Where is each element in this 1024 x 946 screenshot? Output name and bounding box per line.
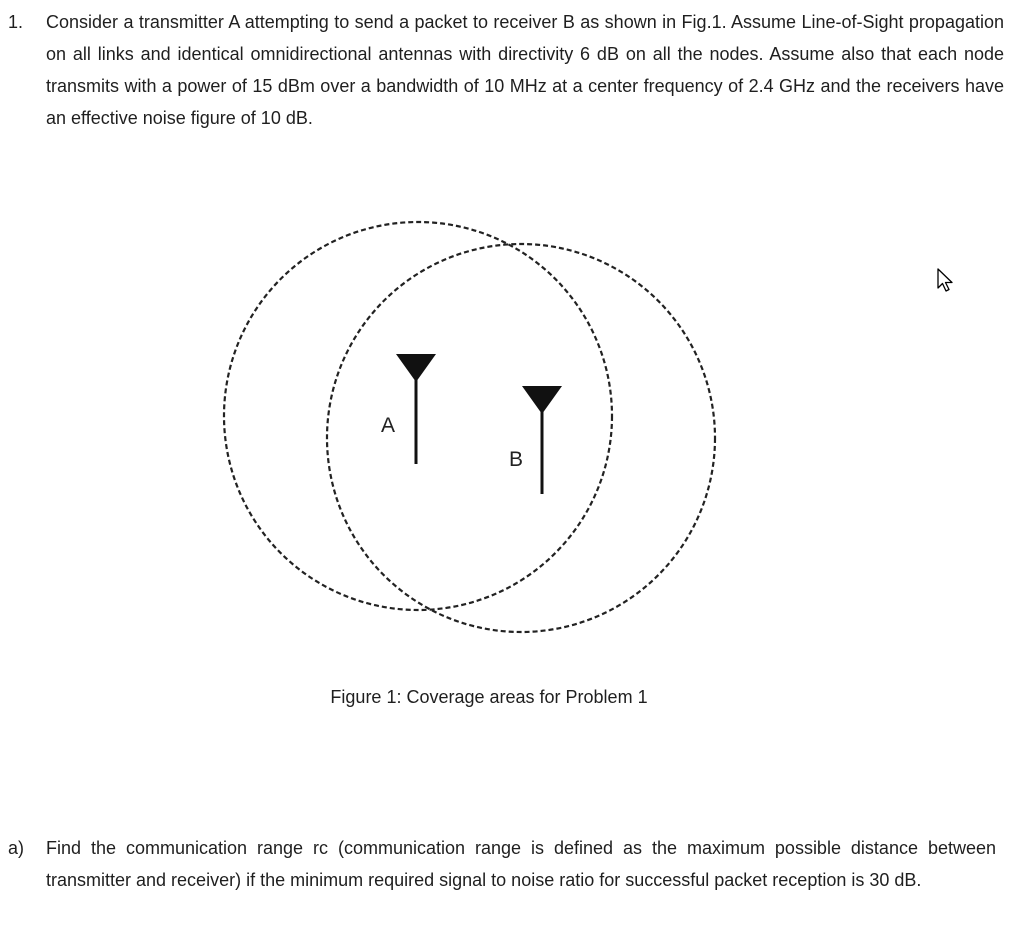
antenna-b-icon — [522, 386, 562, 494]
node-a-label: A — [380, 414, 396, 437]
sub-question-text: Find the communication range rc (communication range is defined as the maximum possible distance between transmitter and receiver) if the minimum required signal to noise ratio for successful packet reception is 30 dB. — [46, 838, 996, 890]
node-b-label: B — [508, 448, 524, 471]
mouse-pointer-icon — [936, 268, 956, 294]
sub-question-marker: a) — [8, 838, 25, 858]
problem-number: 1. — [8, 12, 24, 32]
antenna-a-icon — [396, 354, 436, 464]
coverage-circle-a — [224, 222, 612, 610]
coverage-circle-b — [327, 244, 715, 632]
problem-text: Consider a transmitter A attempting to send a packet to receiver B as shown in Fig.1. Assume Line-of-Sight propagation on all links and identical omnidirectional antennas with directivity 6 dB on all the nodes. Assume also that each node transmits with a power of 15 dBm over a bandwidth of 10 MHz at a center frequency of 2.4 GHz and the receivers have an effective noise figure of 10 dB. — [46, 12, 1004, 128]
figure-caption: Figure 1: Coverage areas for Problem 1 — [330, 687, 648, 707]
